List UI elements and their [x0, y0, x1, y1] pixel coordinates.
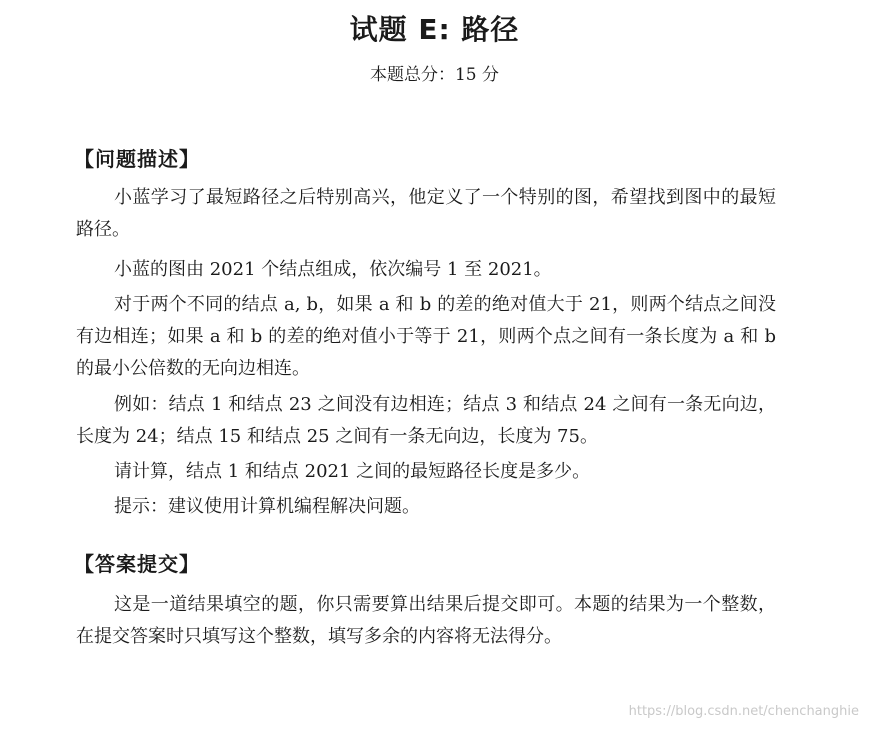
description-paragraph: 例如：结点 1 和结点 23 之间没有边相连；结点 3 和结点 24 之间有一条无向边，长度为 24；结点 15 和结点 25 之间有一条无向边，长度为 75。: [76, 394, 776, 447]
answer-heading: 【答案提交】: [74, 552, 200, 576]
description-paragraph: 小蓝学习了最短路径之后特别高兴，他定义了一个特别的图，希望找到图中的最短路径。: [76, 187, 776, 240]
description-heading: 【问题描述】: [74, 147, 200, 171]
answer-paragraph: 这是一道结果填空的题，你只需要算出结果后提交即可。本题的结果为一个整数，在提交答案时只填写这个整数，填写多余的内容将无法得分。: [76, 594, 776, 647]
total-score: 本题总分：15 分: [369, 65, 500, 85]
watermark: https://blog.csdn.net/chenchanghie: [628, 704, 859, 719]
hint-paragraph: 提示：建议使用计算机编程解决问题。: [114, 496, 420, 517]
description-paragraph: 对于两个不同的结点 a, b，如果 a 和 b 的差的绝对值大于 21，则两个结点之间没有边相连；如果 a 和 b 的差的绝对值小于等于 21，则两个点之间有一条长度为 a 和 b 的最小公倍数的无向边相连。: [76, 294, 776, 379]
description-paragraph: 小蓝的图由 2021 个结点组成，依次编号 1 至 2021。: [114, 259, 552, 280]
description-paragraph: 请计算，结点 1 和结点 2021 之间的最短路径长度是多少。: [114, 461, 591, 482]
problem-title: 试题 E: 路径: [349, 13, 520, 46]
